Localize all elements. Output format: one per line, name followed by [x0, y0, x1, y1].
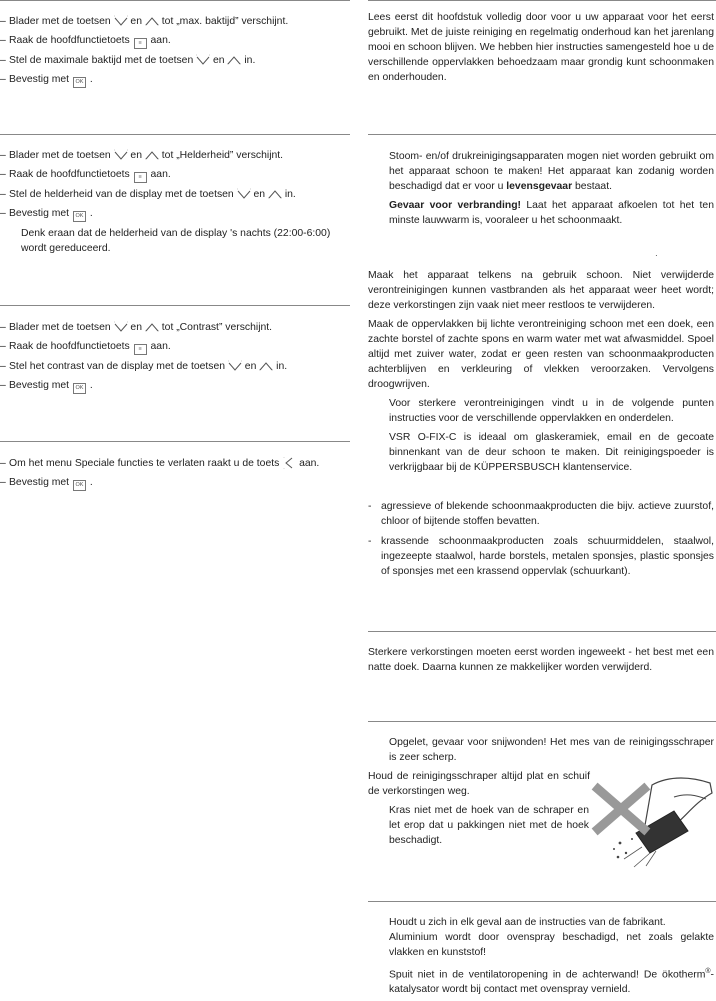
instruction-step [0, 359, 350, 374]
step-text: Bevestig met [9, 208, 72, 219]
rule-left-4 [0, 441, 350, 442]
instruction-step [0, 148, 350, 163]
cleaning-section: Maak het apparaat telkens na gebruik schoon. Niet verwijderde verontreinigingen kunnen vastbranden als het apparaat weer heet wordt; deze verkorstingen zijn vaak niet meer restloos te verwijderen. Maak de oppervlakken bij lichte verontreiniging schoon met een doek, een zachte borstel of zachte spons en warm water met wat afwasmiddel. Spoel altijd met zuiver water, zodat er geen resten van schoonmaakproducten achterblijven en verkleuring of vlekken veroorzaken. Vervolgens droogwrijven. Voor sterkere verontreinigingen vindt u in de volgende punten instructies voor de verschillende oppervlakken en onderdelen. VSR O-FIX-C is ideaal om glaskeramiek, email en de gecoate binnenkant van de deur schoon te maken. Dit reinigingspoeder is verkrijgbaar bij de KÜPPERSBUSCH klantenservice. [368, 270, 714, 473]
rule-left-2 [0, 134, 350, 135]
instruction-step [0, 33, 350, 49]
step-text: Stel het contrast van de display met de toetsen [9, 361, 228, 372]
arrow-up-key-icon [268, 188, 282, 200]
menu-key-icon: ≡ [134, 38, 147, 49]
step-text: Raak de hoofdfunctietoets [9, 35, 133, 46]
arrow-up-key-icon [259, 360, 273, 372]
step-text: aan. [296, 458, 320, 469]
step-text: tot „Helderheid” verschijnt. [158, 150, 284, 161]
helderheid-note: Denk eraan dat de helderheid van de display 's nachts (22:00-6:00) wordt gereduceerd. [21, 228, 331, 254]
stray-dot: · [655, 251, 658, 260]
step-text: Bevestig met [9, 477, 72, 488]
section-exit-menu [0, 456, 350, 495]
arrow-down-key-icon [114, 15, 128, 27]
step-text: en [210, 55, 228, 66]
step-text: Blader met de toetsen [9, 322, 114, 333]
instruction-step [0, 206, 350, 222]
step-text: en [241, 361, 260, 372]
ovenspray-section: Houdt u zich in elk geval aan de instructies van de fabrikant. Aluminium wordt door ovenspray beschadigd, net zoals gelakte vlakken en kunststof! Spuit niet in de ventilatoropening in de achterwand! De ökotherm®-katalysator wordt bij contact met ovenspray vernield. [368, 915, 714, 1001]
step-text: . [86, 477, 93, 488]
rule-right-5 [368, 901, 716, 902]
safety-warnings [368, 149, 714, 232]
step-text: in. [281, 189, 296, 200]
step-text: . [86, 74, 93, 85]
arrow-left-key-icon [282, 457, 296, 469]
rule-left-3 [0, 305, 350, 306]
steam-warning: Stoom- en/of drukreinigingsapparaten mogen niet worden gebruikt om het apparaat schoon te maken! Het apparaat kan zodanig worden beschadigd dat er voor u levensgevaar bestaat. [389, 151, 714, 192]
step-text: en [127, 16, 145, 27]
ok-key-icon: OK [73, 383, 86, 394]
instruction-step [0, 187, 350, 202]
step-text: in. [273, 361, 288, 372]
ok-key-icon: OK [73, 77, 86, 88]
section-max-baktijd [0, 14, 350, 92]
rule-right-3 [368, 631, 716, 632]
menu-key-icon: ≡ [134, 344, 147, 355]
instruction-step [0, 53, 350, 68]
step-text: aan. [147, 341, 171, 352]
arrow-up-key-icon [227, 54, 241, 66]
step-text: in. [241, 55, 256, 66]
step-text: Blader met de toetsen [9, 150, 114, 161]
section-helderheid [0, 148, 350, 261]
arrow-down-key-icon [196, 54, 210, 66]
ok-key-icon: OK [73, 480, 86, 491]
arrow-down-key-icon [228, 360, 242, 372]
scraper-warning: Opgelet, gevaar voor snijwonden! Het mes van de reinigingsschraper is zeer scherp. [389, 737, 714, 763]
instruction-step [0, 378, 350, 394]
instruction-step [0, 456, 350, 471]
step-text: Stel de helderheid van de display met de toetsen [9, 189, 237, 200]
scraper-instruction: Houd de reinigingsschraper altijd plat en schuif de verkorstingen weg. [368, 771, 590, 797]
step-text: en [127, 150, 145, 161]
step-text: en [250, 189, 268, 200]
step-text: en [127, 322, 145, 333]
instruction-step [0, 167, 350, 183]
instruction-step [0, 339, 350, 355]
rule-right-4 [368, 721, 716, 722]
instruction-step [0, 72, 350, 88]
step-text: aan. [147, 169, 171, 180]
step-text: Stel de maximale baktijd met de toetsen [9, 55, 197, 66]
section-contrast [0, 320, 350, 398]
arrow-up-key-icon [145, 149, 159, 161]
instruction-step [0, 475, 350, 491]
soak-paragraph: Sterkere verkorstingen moeten eerst worden ingeweekt - het best met een natte doek. Daarna kunnen ze makkelijker worden verwijderd. [368, 647, 714, 673]
step-text: Om het menu Speciale functies te verlaten raakt u de toets [9, 458, 283, 469]
instruction-step [0, 14, 350, 29]
katalysator-warning: Spuit niet in de ventilatoropening in de achterwand! De ökotherm®-katalysator wordt bij contact met ovenspray vernield. [389, 968, 714, 996]
burn-warning: Gevaar voor verbranding! Laat het apparaat afkoelen tot het ten minste lauwwarm is, vooraleer u het schoonmaakt. [389, 200, 714, 226]
step-text: Raak de hoofdfunctietoets [9, 169, 133, 180]
step-text: Blader met de toetsen [9, 16, 114, 27]
step-text: tot „Contrast” verschijnt. [158, 322, 273, 333]
instruction-step [0, 320, 350, 335]
rule-left-1 [0, 0, 350, 1]
arrow-down-key-icon [114, 149, 128, 161]
step-text: . [86, 380, 93, 391]
arrow-down-key-icon [114, 321, 128, 333]
scraper-note: Kras niet met de hoek van de schraper en let erop dat u pakkingen niet met de hoek beschadigt. [389, 805, 589, 846]
do-not-use-list [368, 499, 714, 584]
step-text: Bevestig met [9, 380, 72, 391]
step-text: . [86, 208, 93, 219]
list-item: - krassende schoonmaakproducten zoals schuurmiddelen, staalwol, ingezeepte staalwol, harde borstels, metalen sponsjes, plastic sponsjes of sponsjes met een krassend oppervlak (schuurkant). [368, 534, 714, 579]
arrow-down-key-icon [237, 188, 251, 200]
step-text: Bevestig met [9, 74, 72, 85]
menu-key-icon: ≡ [134, 172, 147, 183]
scraper-illustration [590, 773, 714, 868]
step-text: Raak de hoofdfunctietoets [9, 341, 133, 352]
list-item: - agressieve of blekende schoonmaakproducten die bijv. actieve zuurstof, chloor of bijtende stoffen bevatten. [368, 499, 714, 529]
step-text: tot „max. baktijd” verschijnt. [158, 16, 289, 27]
intro-paragraph: Lees eerst dit hoofdstuk volledig door voor u uw apparaat voor het eerst gebruikt. Met de juiste reiniging en regelmatig onderhoud kan het jarenlang mooi en schoon blijven. We hebben hier instructies samengesteld hoe u de verschillende oppervlakken behoedzaam maar grondig kunt schoonmaken en onderhouden. [368, 12, 714, 83]
ok-key-icon: OK [73, 211, 86, 222]
arrow-up-key-icon [145, 15, 159, 27]
arrow-up-key-icon [145, 321, 159, 333]
rule-right-2 [368, 134, 716, 135]
step-text: aan. [147, 35, 171, 46]
rule-right-1 [368, 0, 716, 1]
